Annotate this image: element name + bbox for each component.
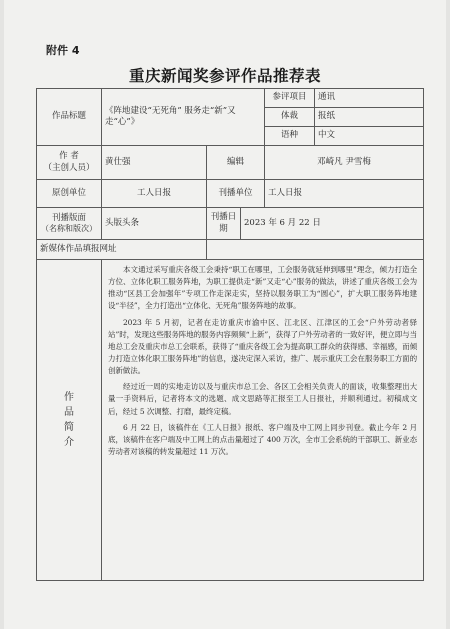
- summary-paragraph: 2023 年 5 月初，记者在走访重庆市渝中区、江北区、江津区的工会“户外劳动者驿站”时，发现这些服务阵地的服务内容频频“上新”，获得了户外劳动者的一致好评，便立即与当地总工会及重庆市总工会联系，获得了“重庆各级工会为提高职工群众的获得感、幸福感，而倾力打造立体化职工服务阵地”的信息，遂决定深入采访，推广、展示重庆工会在服务职工方面的创新做法。: [108, 317, 418, 376]
- author-value: 黄仕强: [102, 146, 207, 180]
- date-value: 2023 年 6 月 22 日: [241, 208, 424, 240]
- summary-label-char: 品: [64, 407, 74, 418]
- genre-label: 体裁: [265, 108, 315, 127]
- form-row-category: [37, 89, 424, 108]
- page-title: 重庆新闻奖参评作品推荐表: [128, 67, 321, 85]
- page-label-cell: [37, 208, 102, 240]
- form-row-page: [37, 208, 424, 240]
- genre-value: 报纸: [315, 108, 424, 127]
- form-row-summary: [37, 260, 424, 581]
- language-value: 中文: [315, 127, 424, 146]
- summary-label-char: 简: [64, 422, 74, 433]
- form-row-newmedia: [37, 240, 424, 260]
- editor-value: 邓崎凡 尹雪梅: [265, 146, 424, 180]
- work-title-value: 《阵地建设“无死角” 服务走“新”又走“心”》: [102, 89, 265, 146]
- form-row-author: [37, 146, 424, 180]
- summary-label-char: 介: [64, 437, 74, 448]
- author-sub-label: （主创人员）: [43, 162, 95, 173]
- author-label: 作 者: [59, 151, 79, 162]
- recommendation-form-table: [36, 88, 424, 581]
- summary-label-char: 作: [64, 392, 74, 403]
- category-label: 参评项目: [265, 89, 315, 108]
- newmedia-value: [207, 240, 424, 260]
- summary-label-cell: [37, 260, 102, 581]
- summary-paragraph: 6 月 22 日，该稿件在《工人日报》报纸、客户端及中工网上同步刊登。截止今年 2 月底，该稿件在客户端及中工网上的点击量超过了 400 万次，全市工会系统的干部职工、新业态劳动者对该稿的转发量超过 11 万次。: [108, 422, 418, 456]
- publisher-value: 工人日报: [102, 180, 207, 208]
- attachment-label: 附件 4: [46, 44, 80, 57]
- form-row-publisher: [37, 180, 424, 208]
- page-label: 刊播版面: [51, 212, 86, 223]
- pub-unit-label: 刊播单位: [207, 180, 265, 208]
- page-value: 头版头条: [102, 208, 207, 240]
- work-title-label: 作品标题: [37, 89, 102, 146]
- category-value: 通讯: [315, 89, 424, 108]
- summary-paragraph: 本文通过采写重庆各级工会秉持“职工在哪里，工会服务就延伸到哪里”理念，倾力打造全方位、立体化职工服务阵地，为职工提供走“新”又走“心”服务的做法，讲述了重庆各级工会为推动“区县工会加强年”专项工作走深走实，坚持以服务职工为“圆心”，扩大职工服务阵地建设“半径”，全力打造出“立体化、无死角”服务阵地的故事。: [108, 265, 418, 311]
- author-label-cell: [37, 146, 102, 180]
- pub-unit-value: 工人日报: [265, 180, 424, 208]
- page-sub-label: （名称和版次）: [41, 223, 97, 233]
- date-label: 刊播日期: [207, 208, 241, 240]
- editor-label: 编辑: [207, 146, 265, 180]
- summary-paragraph: 经过近一周的实地走访以及与重庆市总工会、各区工会相关负责人的面谈，收集整理出大量一手资料后，记者将本文的选题、成文思路等汇报至工人日报社，并顺利通过。初稿成文后，经过 5 次调整、打磨，最终定稿。: [108, 382, 418, 416]
- language-label: 语种: [265, 127, 315, 146]
- document-page: [4, 0, 446, 629]
- summary-text: [102, 260, 424, 581]
- publisher-label: 原创单位: [37, 180, 102, 208]
- newmedia-label: 新媒体作品填报网址: [37, 240, 207, 260]
